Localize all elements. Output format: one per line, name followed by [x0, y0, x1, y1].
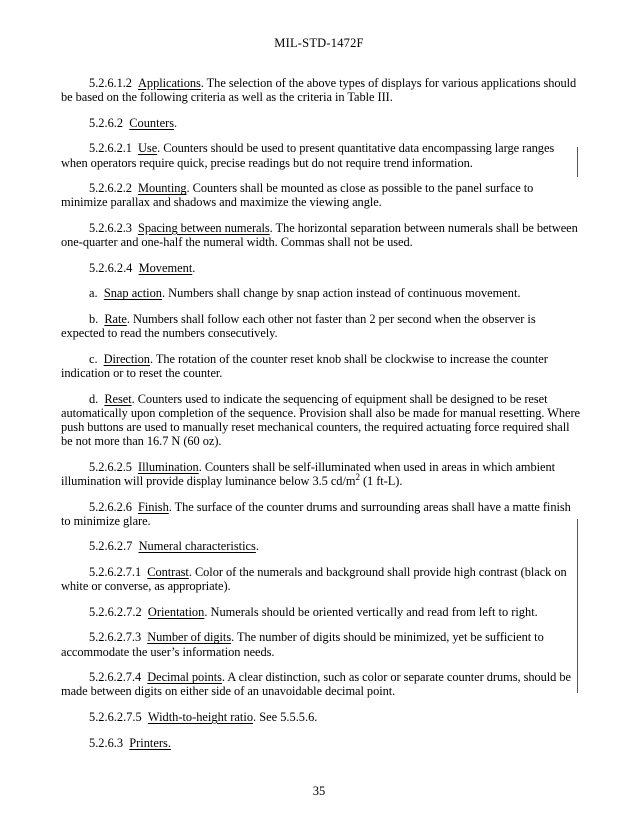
section-body: The surface of the counter drums and surrounding areas shall have a matte finish to minimize glare.: [61, 499, 571, 528]
paragraph-use: 5.2.6.2.1 Use. Counters should be used to present quantitative data encompassing large ranges when operators require quick, precise readings but do not require trend information.: [61, 141, 555, 170]
section-body: Color of the numerals and background shall provide high contrast (black on white or converse, as appropriate).: [61, 564, 567, 594]
paragraph-counters: 5.2.6.2 Counters.: [89, 115, 178, 130]
section-number: 5.2.6.2: [89, 115, 124, 130]
section-body: Numerals should be oriented vertically and read from left to right.: [207, 604, 538, 619]
section-body-continued: (1 ft-L).: [359, 473, 403, 488]
section-title: Counters: [129, 115, 175, 130]
list-marker: a.: [89, 286, 98, 301]
section-number: 5.2.6.2.4: [89, 260, 133, 275]
section-number: 5.2.6.2.1: [89, 141, 132, 156]
section-body: The horizontal separation between numerals shall be between one-quarter and one-half the numeral width. Commas shall not be used.: [61, 220, 578, 250]
section-body: A clear distinction, such as color or separate counter drums, should be made between digits on either side of an unavoidable decimal point.: [61, 670, 571, 699]
list-item-snap-action: a. Snap action. Numbers shall change by snap action instead of continuous movement.: [89, 286, 521, 301]
paragraph-decimal-points: 5.2.6.2.7.4 Decimal points. A clear distinction, such as color or separate counter drums, should be made between digits on either side of an unavoidable decimal point.: [61, 670, 571, 699]
list-item-body: Numbers shall follow each other not faster than 2 per second when the observer is expected to read the numbers consecutively.: [61, 311, 536, 341]
paragraph-number-of-digits: 5.2.6.2.7.3 Number of digits. The number of digits should be minimized, yet be sufficient to accommodate the user’s information needs.: [61, 630, 544, 659]
list-item-body: Numbers shall change by snap action instead of continuous movement.: [165, 286, 521, 301]
paragraph-printers: [61, 736, 581, 750]
section-title: Use: [138, 141, 158, 156]
list-item-body: The rotation of the counter reset knob shall be clockwise to increase the counter indication or to reset the counter.: [61, 351, 548, 380]
document-body: [61, 76, 581, 761]
paragraph-applications: 5.2.6.1.2 Applications. The selection of the above types of displays for various applications should be based on the following criteria as well as the criteria in Table III.: [61, 76, 577, 105]
list-item-body: Counters used to indicate the sequencing of equipment shall be designed to be reset automatically upon completion of the sequence. Provision shall also be made for manual resetting. Where push buttons are used to manually reset mechanical counters, the required actuating force required shall be not more than 16.7 N (60 oz).: [61, 391, 581, 449]
document-header: MIL-STD-1472F: [274, 36, 364, 50]
section-number: 5.2.6.2.7.2: [89, 604, 142, 619]
section-number: 5.2.6.2.3: [89, 220, 132, 235]
list-item-title: Reset: [104, 391, 132, 406]
list-marker: c.: [89, 351, 98, 366]
list-item-reset: d. Reset. Counters used to indicate the sequencing of equipment shall be designed to be reset automatically upon completion of the sequence. Provision shall also be made for manual resetting. Where push buttons are used to manually reset mechanical counters, the required actuating force required shall be not more than 16.7 N (60 oz).: [61, 391, 581, 449]
section-number: 5.2.6.2.2: [89, 181, 132, 196]
paragraph-width-to-height-ratio: 5.2.6.2.7.5 Width-to-height ratio. See 5.5.5.6.: [89, 709, 318, 724]
paragraph-contrast: 5.2.6.2.7.1 Contrast. Color of the numerals and background shall provide high contrast (black on white or converse, as appropriate).: [61, 564, 567, 594]
list-item-direction: c. Direction. The rotation of the counter reset knob shall be clockwise to increase the counter indication or to reset the counter.: [61, 351, 548, 380]
section-body: See 5.5.5.6.: [256, 709, 318, 724]
section-title: Width-to-height ratio: [147, 709, 254, 724]
paragraph-illumination: 5.2.6.2.5 Illumination. Counters shall be self-illuminated when used in areas in which ambient illumination will provide display luminance below 3.5 $cd/m^2$ (1 ft-L).: [61, 459, 556, 488]
section-title: Contrast: [147, 564, 189, 579]
list-marker: d.: [89, 391, 99, 406]
section-body: Counters shall be self-illuminated when used in areas in which ambient illumination will provide display luminance below 3.5 cd/m: [61, 459, 556, 488]
section-body: The number of digits should be minimized, yet be sufficient to accommodate the user’s information needs.: [61, 630, 544, 659]
page-number: 35: [312, 784, 326, 798]
section-title: Decimal points: [147, 670, 222, 685]
paragraph-numeral-characteristics: 5.2.6.2.7 Numeral characteristics.: [89, 539, 259, 554]
list-item-title: Direction: [103, 351, 150, 366]
list-item-title: Rate: [104, 311, 127, 326]
section-title: Finish: [138, 499, 169, 514]
list-item-title: Snap action: [103, 286, 162, 301]
section-number: 5.2.6.2.7: [89, 539, 133, 554]
section-title: Illumination: [138, 459, 199, 474]
section-title: Mounting: [138, 181, 187, 196]
section-title: Movement: [138, 260, 193, 275]
paragraph-mounting: 5.2.6.2.2 Mounting. Counters shall be mounted as close as possible to the panel surface to minimize parallax and shadows and maximize the viewing angle.: [61, 181, 534, 210]
section-title: Applications: [138, 76, 201, 90]
list-marker: b.: [89, 311, 99, 326]
section-number: 5.2.6.1.2: [89, 76, 132, 90]
superscript-exponent: 2: [355, 471, 360, 482]
section-number: 5.2.6.3: [89, 735, 124, 750]
section-title: Orientation: [147, 604, 205, 619]
list-item-rate: b. Rate. Numbers shall follow each other not faster than 2 per second when the observer is expected to read the numbers consecutively.: [61, 311, 536, 341]
section-number: 5.2.6.2.6: [89, 499, 132, 514]
section-number: 5.2.6.2.7.4: [89, 670, 142, 685]
section-number: 5.2.6.2.5: [89, 459, 132, 474]
paragraph-orientation: 5.2.6.2.7.2 Orientation. Numerals should be oriented vertically and read from left to right.: [89, 604, 538, 619]
section-title: Numeral characteristics: [138, 539, 256, 554]
section-body: Counters shall be mounted as close as possible to the panel surface to minimize parallax and shadows and maximize the viewing angle.: [61, 181, 534, 210]
section-body: The selection of the above types of displays for various applications should be based on the following criteria as well as the criteria in Table III.: [61, 76, 577, 105]
paragraph-finish: 5.2.6.2.6 Finish. The surface of the counter drums and surrounding areas shall have a matte finish to minimize glare.: [61, 499, 571, 528]
paragraph-spacing-between-numerals: 5.2.6.2.3 Spacing between numerals. The horizontal separation between numerals shall be between one-quarter and one-half the numeral width. Commas shall not be used.: [61, 220, 578, 250]
section-number: 5.2.6.2.7.3: [89, 630, 142, 645]
section-title: Number of digits: [147, 630, 232, 645]
section-number: 5.2.6.2.7.1: [89, 564, 142, 579]
section-title: Spacing between numerals: [138, 220, 270, 235]
section-title: Printers.: [129, 735, 171, 750]
section-body: Counters should be used to present quantitative data encompassing large ranges when operators require quick, precise readings but do not require trend information.: [61, 141, 555, 170]
paragraph-movement: 5.2.6.2.4 Movement.: [89, 260, 196, 275]
section-number: 5.2.6.2.7.5: [89, 709, 142, 724]
